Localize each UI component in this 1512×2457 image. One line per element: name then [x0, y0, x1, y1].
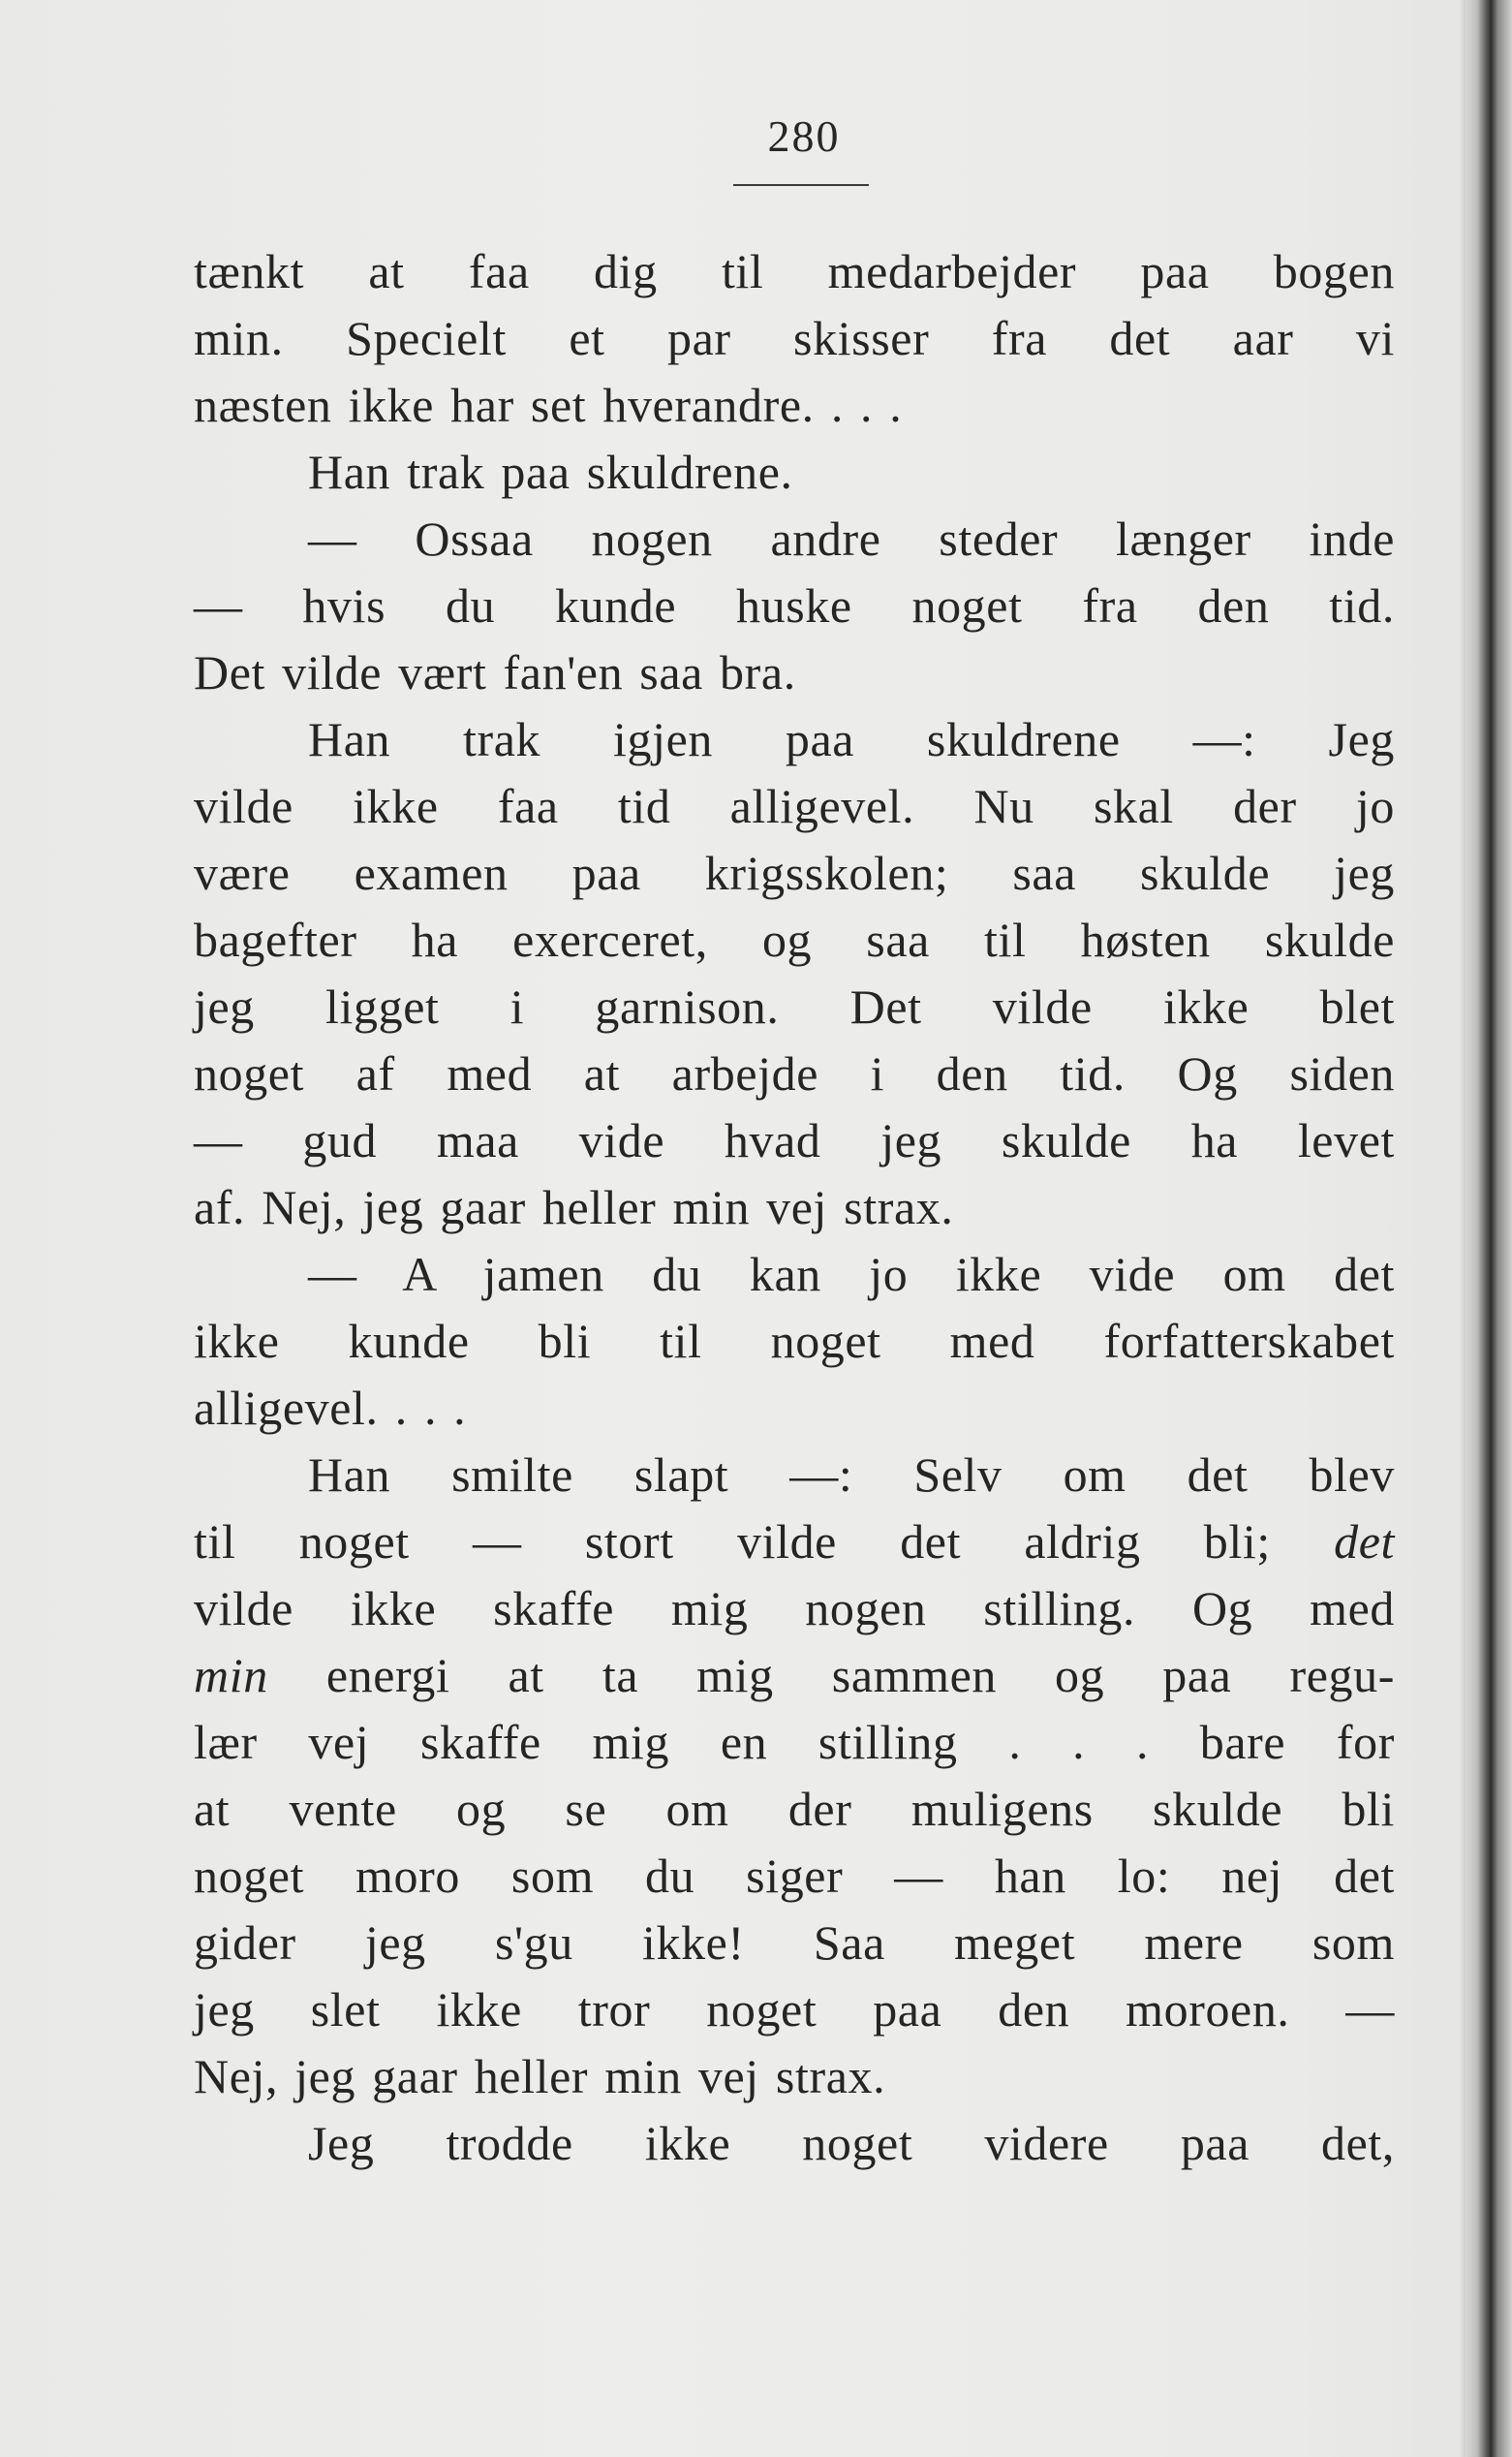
text-segment: Han trak paa skuldrene. — [308, 445, 793, 499]
emphasized-word: min — [194, 1648, 268, 1702]
text-line — [194, 305, 1395, 372]
text-line — [194, 1308, 1395, 1375]
emphasized-word: det — [1334, 1514, 1395, 1569]
text-segment: at vente og se om der muligens skulde bli — [194, 1782, 1395, 1836]
text-line — [194, 974, 1395, 1041]
text-line — [194, 573, 1395, 639]
text-line — [194, 1442, 1395, 1508]
text-segment: bagefter ha exerceret, og saa til høsten skulde — [194, 913, 1395, 967]
text-segment: — Ossaa nogen andre steder længer inde — [308, 512, 1395, 566]
text-segment: alligevel. . . . — [194, 1381, 467, 1435]
text-segment: Nej, jeg gaar heller min vej strax. — [194, 2049, 886, 2103]
binding-gutter — [1466, 0, 1512, 2457]
text-segment: Det vilde vært fan'en saa bra. — [194, 645, 796, 700]
text-line — [194, 2043, 1395, 2110]
text-line — [194, 1910, 1395, 1976]
text-segment: — A jamen du kan jo ikke vide om det — [308, 1247, 1395, 1301]
text-segment: lær vej skaffe mig en stilling . . . bare for — [194, 1715, 1395, 1769]
text-segment: gider jeg s'gu ikke! Saa meget mere som — [194, 1915, 1395, 1970]
body-text — [194, 238, 1395, 2177]
text-segment: næsten ikke har set hverandre. . . . — [194, 378, 903, 432]
text-line — [194, 639, 1395, 706]
text-line — [194, 1241, 1395, 1308]
header-rule — [733, 184, 869, 186]
text-line — [194, 1642, 1395, 1709]
text-segment: noget moro som du siger — han lo: nej det — [194, 1849, 1395, 1903]
page-number: 280 — [767, 111, 841, 161]
text-segment: Han smilte slapt —: Selv om det blev — [308, 1447, 1395, 1502]
text-segment: vilde ikke skaffe mig nogen stilling. Og med — [194, 1581, 1395, 1635]
text-line — [194, 706, 1395, 773]
text-segment: være examen paa krigsskolen; saa skulde jeg — [194, 846, 1395, 900]
text-line — [194, 907, 1395, 974]
text-line — [194, 2110, 1395, 2177]
text-segment: — hvis du kunde huske noget fra den tid. — [194, 578, 1395, 633]
text-line — [194, 238, 1395, 305]
text-line — [194, 506, 1395, 573]
text-segment: — gud maa vide hvad jeg skulde ha levet — [194, 1113, 1395, 1167]
text-line — [194, 1776, 1395, 1843]
text-segment: jeg slet ikke tror noget paa den moroen. — — [194, 1982, 1395, 2037]
text-segment: til noget — stort vilde det aldrig bli; — [194, 1514, 1335, 1569]
text-segment: min. Specielt et par skisser fra det aar vi — [194, 311, 1395, 365]
text-segment: Jeg trodde ikke noget videre paa det, — [308, 2116, 1395, 2170]
text-segment: tænkt at faa dig til medarbejder paa bogen — [194, 244, 1395, 298]
text-line — [194, 1107, 1395, 1174]
text-line — [194, 372, 1395, 439]
text-segment: jeg ligget i garnison. Det vilde ikke blet — [194, 980, 1395, 1034]
text-line — [194, 840, 1395, 907]
text-segment: vilde ikke faa tid alligevel. Nu skal der jo — [194, 779, 1395, 833]
text-line — [194, 773, 1395, 840]
text-line — [194, 1709, 1395, 1776]
text-line — [194, 439, 1395, 506]
text-segment: af. Nej, jeg gaar heller min vej strax. — [194, 1180, 954, 1234]
text-line — [194, 1508, 1395, 1575]
text-segment: ikke kunde bli til noget med forfatterskabet — [194, 1314, 1395, 1368]
text-segment: noget af med at arbejde i den tid. Og siden — [194, 1046, 1395, 1101]
text-line — [194, 1174, 1395, 1241]
text-line — [194, 1843, 1395, 1910]
text-line — [194, 1375, 1395, 1442]
text-line — [194, 1976, 1395, 2043]
text-segment: Han trak igjen paa skuldrene —: Jeg — [308, 712, 1395, 766]
text-segment: energi at ta mig sammen og paa regu- — [267, 1648, 1395, 1702]
text-line — [194, 1575, 1395, 1642]
text-line — [194, 1041, 1395, 1107]
